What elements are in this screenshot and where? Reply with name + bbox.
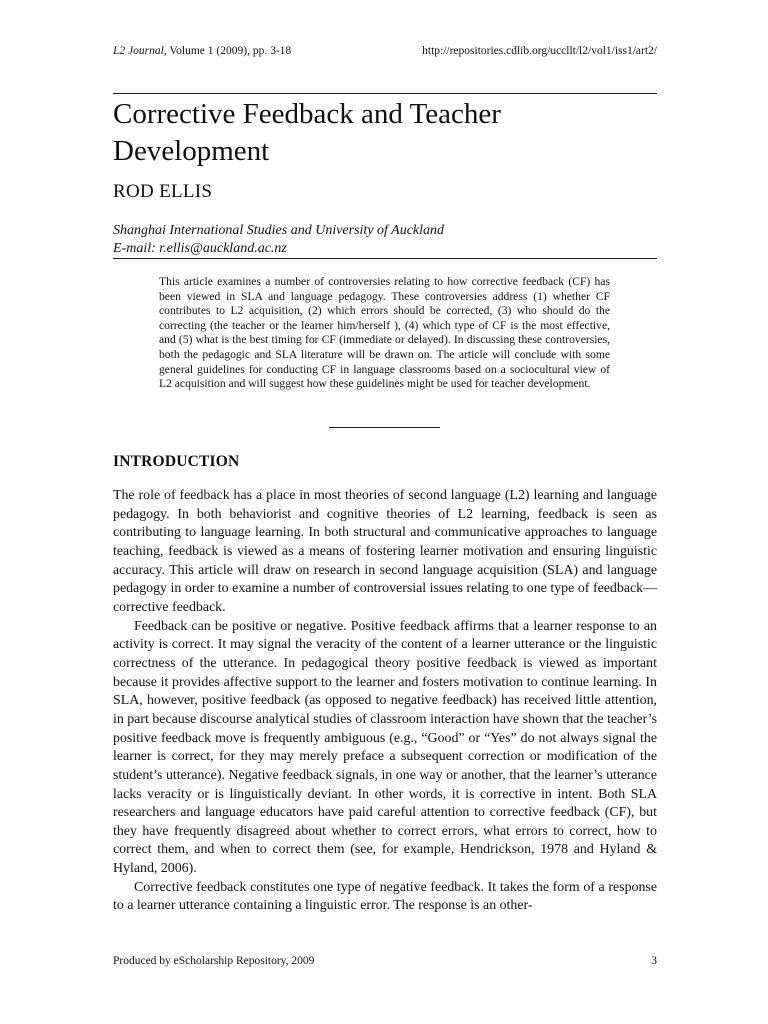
article-url[interactable]: http://repositories.cdlib.org/uccllt/l2/vol1/iss1/art2/ (422, 45, 657, 57)
section-heading: INTRODUCTION (113, 453, 240, 470)
header-rule (113, 93, 657, 94)
journal-name: L2 Journal (113, 45, 164, 57)
producer-note: Produced by eScholarship Repository, 2009 (113, 955, 315, 967)
page-footer (113, 955, 657, 967)
page-number: 3 (651, 955, 657, 967)
author-email[interactable]: E-mail: r.ellis@auckland.ac.nz (113, 241, 287, 256)
volume-info: , Volume 1 (2009), pp. 3-18 (163, 45, 292, 57)
paragraph: Feedback can be positive or negative. Positive feedback affirms that a learner response to an activity is correct. It may signal the veracity of the content of a learner utterance or the linguistic correctness of the utterance. In pedagogical theory positive feedback is viewed as important because it provides affective support to the learner and fosters motivation to continue learning. In SLA, however, positive feedback (as opposed to negative feedback) has received little attention, in part because discourse analytical studies of classroom interaction have shown that the teacher’s positive feedback move is frequently ambiguous (e.g., “Good” or “Yes” do not always signal the learner is correct, for they may merely preface a subsequent correction or modification of the student’s utterance). Negative feedback signals, in one way or another, that the learner’s utterance lacks veracity or is linguistically deviant. In other words, it is corrective in intent. Both SLA researchers and language educators have paid careful attention to corrective feedback (CF), but they have frequently disagreed about whether to correct errors, what errors to correct, how to correct them, and when to correct them (see, for example, Hendrickson, 1978 and Hyland & Hyland, 2006). (113, 618, 657, 877)
running-header (113, 45, 657, 57)
paragraph: The role of feedback has a place in most theories of second language (L2) learning and language pedagogy. In both behaviorist and cognitive theories of L2 learning, feedback is seen as contributing to language learning. In both structural and communicative approaches to language teaching, feedback is viewed as a means of fostering learner motivation and ensuring linguistic accuracy. This article will draw on research in second language acquisition (SLA) and language pedagogy in order to examine a number of controversial issues relating to one type of feedback—corrective feedback. (113, 488, 657, 615)
journal-citation (113, 45, 291, 57)
article-title: Corrective Feedback and Teacher Development (113, 98, 501, 167)
author-name: ROD ELLIS (113, 181, 213, 202)
title-block-rule (113, 258, 657, 259)
paragraph: Corrective feedback constitutes one type of negative feedback. It takes the form of a response to a learner utterance containing a linguistic error. The response is an other- (113, 879, 657, 914)
author-affiliation: Shanghai International Studies and University of Auckland (113, 223, 445, 238)
body-text (113, 487, 657, 916)
abstract-separator (329, 427, 440, 428)
abstract: This article examines a number of controversies relating to how corrective feedback (CF) has been viewed in SLA and language pedagogy. These controversies address (1) whether CF contributes to L2 acquisition, (2) which errors should be corrected, (3) who should do the correcting (the teacher or the learner him/herself ), (4) which type of CF is the most effective, and (5) what is the best timing for CF (immediate or delayed). In discussing these controversies, both the pedagogic and SLA literature will be drawn on. The article will conclude with some general guidelines for conducting CF in language classrooms based on a sociocultural view of L2 acquisition and will suggest how these guidelines might be used for teacher development. (159, 275, 610, 391)
